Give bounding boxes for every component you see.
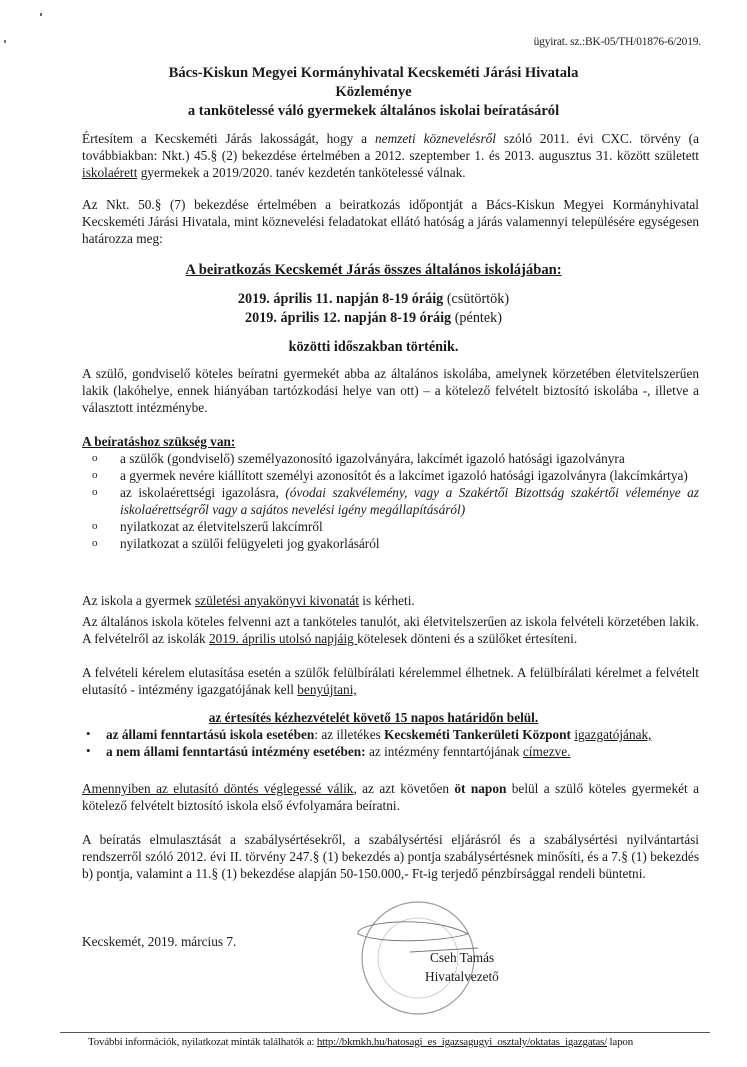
case-label: az állami fenntartású iskola esetében bbox=[106, 727, 315, 742]
text: gyermekek a 2019/2020. tanév kezdetén tankötelessé válnak. bbox=[137, 165, 466, 180]
list-item bbox=[82, 484, 699, 518]
enrollment-date-2 bbox=[0, 310, 747, 327]
place-and-date: Kecskemét, 2019. március 7. bbox=[82, 934, 237, 949]
underlined-term: Amennyiben az elutasító döntés véglegessé válik bbox=[82, 781, 354, 796]
reference-number: ügyirat. sz.:BK-05/TH/01876-6/2019. bbox=[533, 36, 701, 48]
date-text: 2019. április 12. napján 8-19 óráig bbox=[245, 310, 452, 326]
list-item bbox=[82, 743, 699, 760]
item-text: a gyermek nevére kiállított személyi azonosítót és a lakcímet igazoló hatósági igazolványra (lakcímkártya) bbox=[120, 468, 688, 483]
text: , az azt követően bbox=[353, 781, 455, 796]
underlined-term: címezve. bbox=[522, 744, 571, 759]
text: : az illetékes bbox=[314, 727, 385, 742]
final-decision-paragraph bbox=[82, 780, 699, 814]
footer-note bbox=[88, 1036, 633, 1048]
requirements-heading: A beíratáshoz szükség van: bbox=[82, 434, 236, 449]
item-text: nyilatkozat a szülői felügyeleti jog gyakorlásáról bbox=[120, 536, 380, 551]
underlined-term: benyújtani, bbox=[297, 682, 357, 697]
bullet-icon: • bbox=[86, 726, 91, 741]
obligation-paragraph: A szülő, gondviselő köteles beíratni gyermekét abba az általános iskolába, amelynek körzetében életvitelszerűen lakik (lakóhelye, ennek hiányában tartózkodási helye van ott) – a kötelező felvételt biztosító iskolába -, illetve a választott intézménybe. bbox=[82, 366, 699, 415]
list-item bbox=[82, 535, 699, 552]
circle-bullet-icon: o bbox=[92, 469, 98, 481]
weekday: (péntek) bbox=[451, 310, 502, 326]
item-text: az iskolaérettségi igazolásra, bbox=[120, 485, 286, 500]
text: az intézmény fenntartójának bbox=[365, 744, 523, 759]
circle-bullet-icon: o bbox=[92, 520, 98, 532]
item-note: (óvodai szakvélemény, vagy a Szakértői Bizottság szakértői véleménye az iskolaérettségről vagy a sajátos nevelési igény megállapításáról) bbox=[120, 485, 699, 517]
signatory-name: Cseh Tamás bbox=[430, 950, 495, 965]
circle-bullet-icon: o bbox=[92, 537, 98, 549]
underlined-term: igazgatójának, bbox=[574, 727, 652, 742]
requirements-list bbox=[82, 450, 699, 552]
appeal-deadline: az értesítés kézhezvételét követő 15 napos határidőn belül. bbox=[208, 710, 539, 725]
list-item bbox=[82, 450, 699, 467]
header-subject: a tankötelessé váló gyermekek általános iskolai beíratásáról bbox=[187, 103, 560, 119]
signatory-title: Hivatalvezető bbox=[425, 969, 499, 984]
underlined-term: születési anyakönyvi kivonatát bbox=[195, 593, 359, 608]
text: Az általános iskola köteles felvenni azt a tanköteles tanulót, aki életvitelszerűen az iskola felvételi körzetében lakik. A felvételről az iskolák bbox=[82, 614, 699, 646]
text: is kérheti. bbox=[358, 593, 415, 608]
header-type: Közleménye bbox=[335, 84, 412, 100]
penalty-paragraph: A beíratás elmulasztását a szabálysértésekről, a szabálysértési eljárásról és a szabálysértési nyilvántartási rendszerről szóló 2012. évi II. törvény 247.§ (1) bekezdés a) pontja szabálysértésnek minősíti, és a 7.§ (1) bekezdés b) pontja, valamint a 11.§ (1) bekezdése alapján 50-150.000,- Ft-ig terjedő pénzbírsággal rendeli büntetni. bbox=[82, 832, 699, 881]
bullet-icon: • bbox=[86, 743, 91, 758]
header-issuer: Bács-Kiskun Megyei Kormányhivatal Kecskeméti Járási Hivatala bbox=[168, 65, 579, 81]
enrollment-heading: A beiratkozás Kecskemét Járás összes általános iskolájában: bbox=[185, 262, 562, 278]
text: lapon bbox=[607, 1036, 633, 1048]
authority-name: Kecskeméti Tankerületi Központ bbox=[384, 727, 571, 742]
enrollment-closing: közötti időszakban történik. bbox=[288, 339, 459, 355]
admission-paragraph bbox=[82, 613, 699, 647]
text: További információk, nyilatkozat minták találhatók a: bbox=[88, 1036, 317, 1048]
text: szóló 2011. évi CXC. törvény (a továbbiakban: Nkt.) 45.§ (2) bekezdése értelmében a 2012. szeptember 1. és 2013. augusztus 31. között született bbox=[82, 131, 699, 163]
deadline-days: öt napon bbox=[454, 781, 507, 796]
enrollment-date-1 bbox=[0, 291, 747, 308]
date-text: 2019. április 11. napján 8-19 óráig bbox=[237, 291, 444, 307]
birth-certificate-paragraph bbox=[82, 592, 699, 609]
appeal-paragraph bbox=[82, 664, 699, 698]
appeal-recipient-list bbox=[82, 726, 699, 760]
scan-speck bbox=[40, 13, 42, 16]
determination-paragraph: Az Nkt. 50.§ (7) bekezdése értelmében a beiratkozás időpontját a Bács-Kiskun Megyei Kormányhivatal Kecskeméti Járási Hivatala, mint köznevelési feladatokat ellátó hatóság a járás valamennyi településére egységesen határozza meg: bbox=[82, 197, 699, 246]
item-text: nyilatkozat az életvitelszerű lakcímről bbox=[120, 519, 323, 534]
list-item bbox=[82, 467, 699, 484]
item-text: a szülők (gondviselő) személyazonosító igazolványára, lakcímét igazoló hatósági igazolványra bbox=[120, 451, 625, 466]
text: A felvételi kérelem elutasítása esetén a szülők felülbírálati kérelemmel élhetnek. A felülbírálati kérelmet a felvételt elutasító - intézmény igazgatójának kell bbox=[82, 665, 699, 697]
weekday: (csütörtök) bbox=[443, 291, 510, 307]
circle-bullet-icon: o bbox=[92, 486, 98, 498]
footer-divider bbox=[60, 1032, 710, 1033]
list-item bbox=[82, 518, 699, 535]
text: belül a szülő köteles gyermekét a kötelező felvételt biztosító iskola első évfolyamára beíratni. bbox=[82, 781, 700, 813]
underlined-term: iskolaérett bbox=[82, 165, 138, 180]
intro-paragraph bbox=[82, 130, 699, 181]
list-item bbox=[82, 726, 699, 743]
scan-speck bbox=[4, 40, 6, 43]
circle-bullet-icon: o bbox=[92, 452, 98, 464]
info-link[interactable]: http://bkmkh.hu/hatosagi_es_igazsagugyi_osztaly/oktatas_igazgatas/ bbox=[316, 1036, 607, 1048]
deadline-date: 2019. április utolsó napjáig bbox=[209, 631, 358, 646]
signature-stroke bbox=[358, 922, 468, 941]
text: Értesítem a Kecskeméti Járás lakosságát, hogy a bbox=[82, 131, 376, 146]
text: kötelesek dönteni és a szülőket értesíteni. bbox=[357, 631, 578, 646]
text: Az iskola a gyermek bbox=[82, 593, 195, 608]
case-label: a nem állami fenntartású intézmény esetében: bbox=[106, 744, 366, 759]
law-name: nemzeti köznevelésről bbox=[375, 131, 496, 146]
